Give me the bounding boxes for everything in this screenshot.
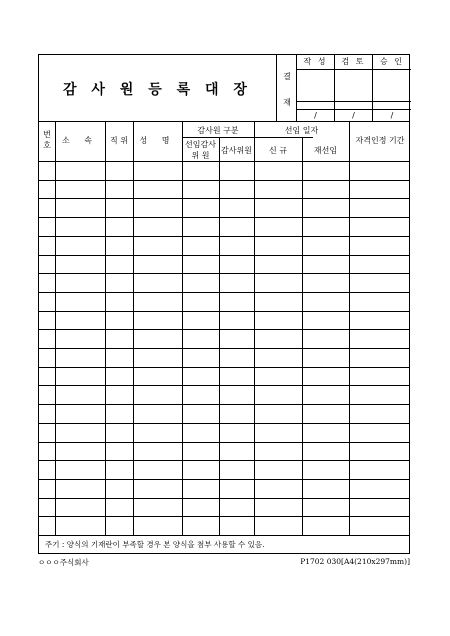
table-row-line [39, 535, 409, 536]
header-reappoint: 재선임 [313, 146, 338, 155]
table-row-line [39, 329, 409, 330]
header-auditor-type: 감사원 구분 [197, 126, 239, 135]
approval-sign-line [335, 101, 372, 102]
approval-sign-line [373, 109, 411, 110]
header-no [39, 129, 55, 151]
table-row-line [39, 273, 409, 274]
header-auditor: 감사위원 [221, 146, 252, 155]
approval-date-write: / [314, 111, 317, 120]
header-appointed-auditor [182, 139, 219, 161]
table-column-line [349, 121, 350, 535]
header-name: 성 명 [139, 136, 176, 145]
table-row-line [39, 367, 409, 368]
table-row-line [39, 217, 409, 218]
approval-label-top: 결 [283, 72, 291, 81]
approval-col-approve [373, 55, 411, 121]
header-split-line [182, 137, 313, 138]
header-appoint-date: 선임 일자 [284, 126, 319, 135]
approval-label [277, 55, 297, 121]
table-row-line [39, 516, 409, 517]
approval-head-review: 검 토 [335, 55, 372, 70]
table-column-line [254, 121, 255, 535]
approval-col-review [335, 55, 373, 121]
table-column-line [219, 137, 220, 535]
table-column-line [302, 137, 303, 535]
header-appointed-auditor-1: 선임감사 [185, 140, 216, 149]
header-appointed-auditor-2: 위 원 [191, 151, 210, 160]
header-dept: 소 속 [62, 136, 98, 145]
header-qualification-period: 자격인정 기간 [355, 136, 405, 145]
table-row-line [39, 311, 409, 312]
approval-date-review: / [352, 111, 355, 120]
table-row-line [39, 180, 409, 181]
approval-label-bottom: 재 [283, 98, 291, 107]
table-column-line [55, 121, 56, 535]
company-name: ㅇㅇㅇ주식회사 [38, 558, 89, 567]
header-position: 직 위 [110, 136, 128, 145]
table-row-line [39, 423, 409, 424]
table-column-line [182, 121, 183, 535]
approval-head-write: 작 성 [297, 55, 334, 70]
audit-register-form [38, 54, 410, 554]
table-row-line [39, 498, 409, 499]
table-row-line [39, 348, 409, 349]
table-row-line [39, 198, 409, 199]
header-new: 신 규 [269, 146, 287, 155]
table-row-line [39, 292, 409, 293]
approval-sign-line [297, 101, 334, 102]
form-code: P1702 030[A4(210x297mm)] [300, 557, 410, 566]
table-row-line [39, 479, 409, 480]
approval-sign-line [335, 109, 372, 110]
header-bottom-line [39, 161, 409, 162]
form-title: 감 사 원 등 록 대 장 [63, 82, 252, 98]
table-row-line [39, 255, 409, 256]
table-row-line [39, 442, 409, 443]
table-row-line [39, 404, 409, 405]
header-no-bottom: 호 [43, 141, 51, 150]
approval-grid [297, 55, 411, 121]
title-area [39, 55, 277, 121]
table-row-line [39, 236, 409, 237]
table-column-line [105, 121, 106, 535]
table-row-line [39, 460, 409, 461]
approval-sign-line [297, 109, 334, 110]
approval-box [277, 55, 411, 121]
header-top-line [39, 121, 409, 122]
table-column-line [133, 121, 134, 535]
approval-date-approve: / [390, 111, 394, 120]
approval-sign-line [373, 101, 411, 102]
table-row-line [39, 385, 409, 386]
footer-note: 주기 : 양식의 기재란이 부족할 경우 본 양식을 첨부 사용할 수 있음. [45, 540, 265, 549]
approval-head-approve: 승 인 [373, 55, 411, 70]
approval-col-write [297, 55, 335, 121]
header-no-top: 번 [43, 130, 51, 139]
